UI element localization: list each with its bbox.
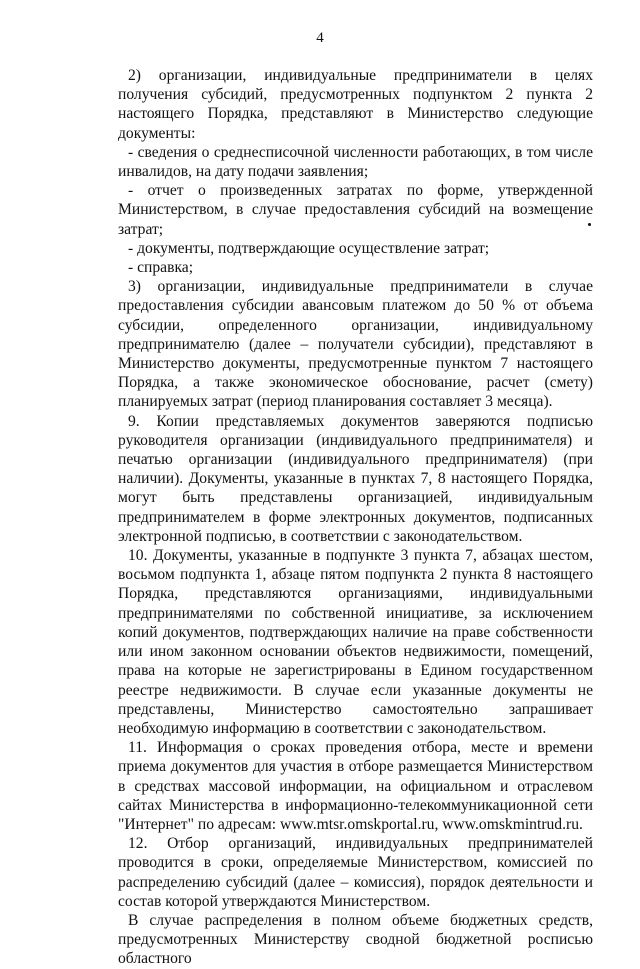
page-number: 4 [316,30,324,46]
paragraph-subitem-2: 2) организации, индивидуальные предприниматели в целях получения субсидий, предусмотренных подпунктом 2 пункта 2 настоящего Порядка, представляют в Министерство следующие документы: [118,67,593,142]
paragraph-budget: В случае распределения в полном объеме бюджетных средств, предусмотренных Министерству сводной бюджетной росписью областного [118,911,593,968]
paragraph-12: 12. Отбор организаций, индивидуальных предпринимателей проводится в сроки, определяемые Министерством, комиссией по распределению субсидий (далее – комиссия), порядок деятельности и состав которой утверждаются Министерством. [118,835,593,910]
list-item-headcount: - сведения о среднесписочной численности работающих, в том числе инвалидов, на дату подачи заявления; [118,143,593,181]
paragraph-9: 9. Копии представляемых документов заверяются подписью руководителя организации (индивидуального предпринимателя) и печатью организации (индивидуального предпринимателя) (при наличии). Документы, указанные в пунктах 7, 8 настоящего Порядка, могут быть представлены организацией, индивидуальным предпринимателем в форме электронных документов, подписанных электронной подписью, в соответствии с законодательством. [118,412,593,545]
document-body [118,66,593,969]
paragraph-10: 10. Документы, указанные в подпункте 3 пункта 7, абзацах шестом, восьмом подпункта 1, абзаце пятом подпункта 2 пункта 8 настоящего Порядка, представляются организациями, индивидуальными предпринимателями по собственной инициативе, за исключением копий документов, подтверждающих наличие на праве собственности или ином законном основании объектов недвижимости, помещений, права на которые не зарегистрированы в Едином государственном реестре недвижимости. В случае если указанные документы не представлены, Министерство самостоятельно запрашивает необходимую информацию в соответствии с законодательством. [118,547,593,737]
paragraph-subitem-3: 3) организации, индивидуальные предприниматели в случае предоставления субсидии авансовым платежом до 50 % от объема субсидии, определенного организации, индивидуальному предпринимателю (далее – получатели субсидии), представляют в Министерство документы, предусмотренные пунктом 7 настоящего Порядка, а также экономическое обоснование, расчет (смету) планируемых затрат (период планирования составляет 3 месяца). [118,278,593,411]
list-item-expense-report: - отчет о произведенных затратах по форме, утвержденной Министерством, в случае предоставления субсидий на возмещение затрат; [118,182,593,238]
list-item-certificate: - справка; [128,259,194,277]
list-item-expense-docs: - документы, подтверждающие осуществление затрат; [128,239,490,257]
paragraph-11: 11. Информация о сроках проведения отбора, месте и времени приема документов для участия в отборе размещается Министерством в средствах массовой информации, на официальном и отраслевом сайтах Министерства в информационно-телекоммуникационной сети "Интернет" по адресам: www.mtsr.omskportal.ru, www.omskmintrud.ru. [118,739,593,833]
